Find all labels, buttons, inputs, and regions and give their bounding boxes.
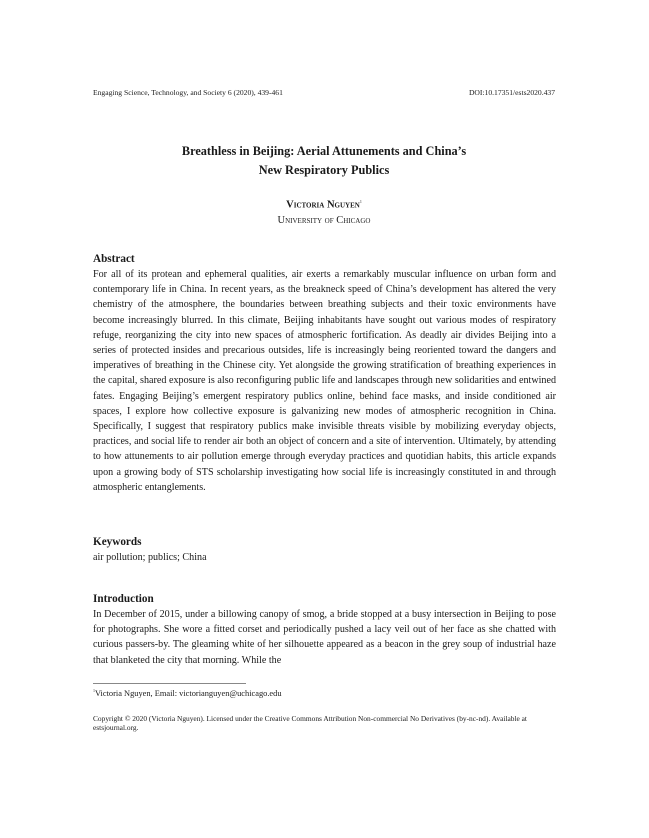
footnote-divider bbox=[93, 683, 246, 684]
keywords-text: air pollution; publics; China bbox=[93, 552, 207, 563]
paper-title bbox=[93, 142, 555, 180]
title-line-2: New Respiratory Publics bbox=[258, 163, 390, 177]
footnote-marker: 1 bbox=[93, 688, 95, 693]
introduction-text: In December of 2015, under a billowing canopy of smog, a bride stopped at a busy intersection in Beijing to pose for photographs. She wore a fitted corset and periodically pushed a lacy veil out of her face as she chatted with curious passers-by. The gleaming white of her silhouette appeared as a beacon in the grey soup of industrial haze that blanketed the city that morning. While the bbox=[93, 609, 556, 666]
author-name: Victoria Nguyen bbox=[286, 199, 360, 211]
footnote-text: Victoria Nguyen, Email: victorianguyen@uchicago.edu bbox=[95, 688, 282, 698]
copyright-notice: Copyright © 2020 (Victoria Nguyen). Licensed under the Creative Commons Attribution Non-commercial No Derivatives (by-nc-nd). Available at estsjournal.org. bbox=[93, 714, 527, 732]
journal-citation: Engaging Science, Technology, and Society 6 (2020), 439-461 bbox=[93, 88, 283, 97]
abstract-heading: Abstract bbox=[93, 253, 135, 265]
footnote bbox=[93, 688, 282, 698]
doi: DOI:10.17351/ests2020.437 bbox=[468, 88, 555, 97]
introduction-heading: Introduction bbox=[93, 593, 154, 605]
author-block bbox=[93, 194, 555, 228]
author-footnote-marker: 1 bbox=[359, 199, 362, 204]
keywords-heading: Keywords bbox=[93, 536, 142, 548]
title-line-1: Breathless in Beijing: Aerial Attunements and China’s bbox=[181, 144, 467, 158]
author-affiliation: University of Chicago bbox=[277, 214, 371, 226]
abstract-text: For all of its protean and ephemeral qualities, air exerts a remarkably muscular influence on urban form and contemporary life in China. In recent years, as the breakneck speed of China’s development has altered the very chemistry of the atmosphere, the boundaries between breathing subjects and their toxic environments have become increasingly blurred. In this climate, Beijing inhabitants have sought out various modes of respiratory refuge, reorganizing the city into new spaces of atmospheric fortification. As deadly air divides Beijing into a series of protected insides and precarious outsides, life is increasingly being reoriented toward the dangers and imperatives of breathing in the Chinese city. Yet alongside the growing stratification of breathing experiences in the capital, shared exposure is also reconfiguring public life and landscapes through new solidarities and entwined fates. Engaging Beijing’s emergent respiratory publics online, behind face masks, and inside conditioned air spaces, I explore how collective exposure is galvanizing new modes of atmospheric recognition in China. Specifically, I suggest that respiratory publics make invisible threats visible by mobilizing everyday objects, practices, and social life to render air both an object of concern and a site of intervention. Ultimately, by attending to how attunements to air pollution emerge through everyday practices and quotidian habits, this article expands upon a growing body of STS scholarship investigating how social life is increasingly constituted in and through atmospheric entanglements. bbox=[93, 269, 556, 493]
running-header bbox=[93, 88, 555, 97]
